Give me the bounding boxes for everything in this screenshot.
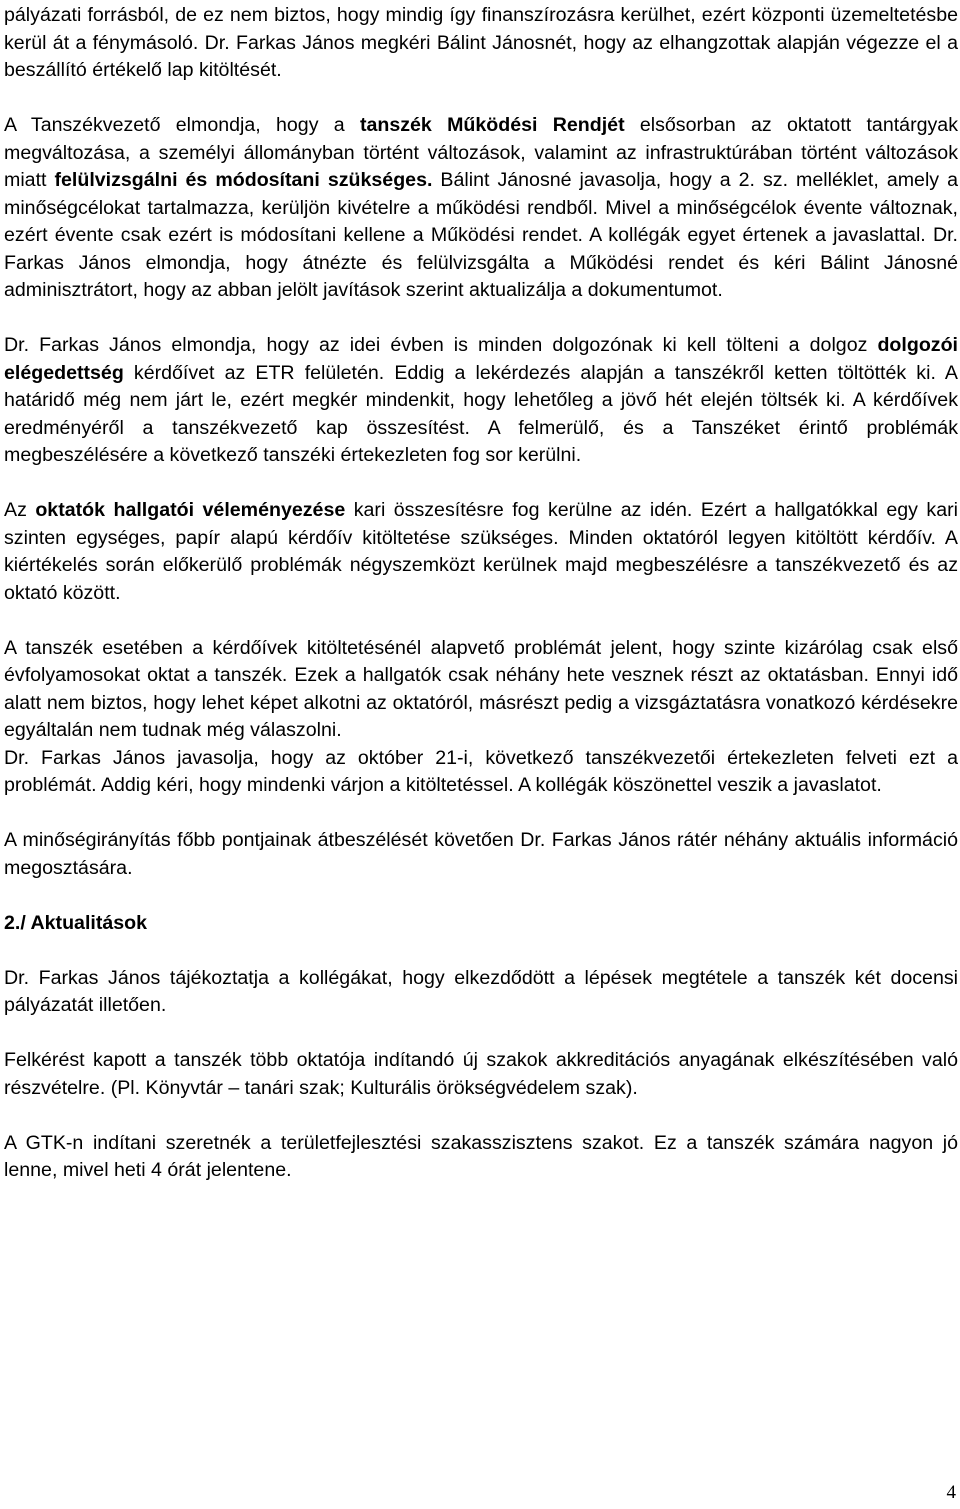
paragraph-gap — [4, 937, 958, 965]
paragraph-gtk-program — [4, 1130, 958, 1185]
paragraph-operating-rules — [4, 112, 958, 305]
paragraph-gap — [4, 882, 958, 910]
paragraph-text: pályázati forrásból, de ez nem biztos, hogy mindig így finanszírozásra kerülhet, ezért központi üzemeltetésbe kerül át a fénymásoló. Dr. Farkas János megkéri Bálint Jánosnét, hogy az elhangzottak alapján végezze el a beszállító értékelő lap kitöltését. — [4, 4, 958, 81]
paragraph-text: kari összesítésre fog kerülne az idén. Ezért a hallgatókkal egy kari szinten egységes, papír alapú kérdőív kitöltetése szükséges. Minden oktatóról legyen kitöltött kérdőív. A kiértékelés során előkerülő problémák négyszemközt kerülnek majd megbeszélésre a tanszékvezető és az oktató között. — [4, 499, 958, 604]
paragraph-text: A tanszék esetében a kérdőívek kitöltetésénél alapvető problémát jelent, hogy szinte kizárólag csak első évfolyamosokat oktat a tanszék. Ezek a hallgatók csak néhány hete vesznek részt az oktatásban. Ennyi idő alatt nem biztos, hogy lehet képet alkotni az oktatóról, másrészt pedig a vizsgáztatásra vonatkozó kérdésekre egyáltalán nem tudnak még válaszolni. — [4, 636, 958, 741]
paragraph-docent-applications — [4, 965, 958, 1020]
paragraph-text: kérdőívet az ETR felületén. Eddig a lekérdezés alapján a tanszékről ketten töltötték ki. A határidő még nem járt le, ezért megkér mindenkit, hogy lehetőleg a jövő hét elején töltsék ki. A kérdőívek eredményéről a tanszékvezető kap összesítést. A felmerülő, és a Tanszéket érintő problémák megbeszélésére a következő tanszéki értekezleten fog sor kerülni. — [4, 361, 958, 466]
paragraph-text: Dr. Farkas János elmondja, hogy az idei évben is minden dolgozónak ki kell tölteni a dolgoz — [4, 334, 878, 356]
paragraph-questionnaire-problem — [4, 635, 958, 745]
paragraph-text: A Tanszékvezető elmondja, hogy a — [4, 114, 360, 136]
paragraph-student-evaluation — [4, 497, 958, 607]
paragraph-text: elsősorban az oktatott tantárgyak megváltozása, a személyi állományban történt változások, valamint az infrastruktúrában történt változások miatt — [4, 114, 958, 191]
paragraph-gap — [4, 1102, 958, 1130]
paragraph-gap — [4, 470, 958, 498]
paragraph-gap — [4, 607, 958, 635]
paragraph-quality-summary — [4, 827, 958, 882]
page-number: 4 — [946, 1482, 956, 1503]
bold-term: tanszék Működési Rendjét — [359, 114, 625, 136]
paragraph-gap — [4, 305, 958, 333]
paragraph-text: Felkérést kapott a tanszék több oktatója indítandó új szakok akkreditációs anyagának elkészítésében való részvételre. (Pl. Könyvtár – tanári szak; Kulturális örökségvédelem szak). — [4, 1049, 958, 1099]
document-page — [4, 2, 958, 1185]
paragraph-gap — [4, 800, 958, 828]
paragraph-accreditation — [4, 1047, 958, 1102]
paragraph-gap — [4, 1020, 958, 1048]
paragraph-text: Dr. Farkas János javasolja, hogy az október 21-i, következő tanszékvezetői értekezleten felveti ezt a problémát. Addig kéri, hogy mindenki várjon a kitöltetéssel. A kollégák köszönettel veszik a javaslatot. — [4, 746, 958, 796]
paragraph-text: Dr. Farkas János tájékoztatja a kollégákat, hogy elkezdődött a lépések megtétele a tanszék két docensi pályázatát illetően. — [4, 966, 958, 1016]
paragraph-employee-satisfaction — [4, 332, 958, 470]
paragraph-text: Bálint Jánosné javasolja, hogy a 2. sz. melléklet, amely a minőségcélokat tartalmazza, kerüljön kivételre a működési rendből. Mivel a minőségcélok évente változnak, ezért évente csak ezért is módosítani kellene a Működési rendet. A kollégák egyet értenek a javaslattal. Dr. Farkas János elmondja, hogy átnézte és felülvizsgálta a Működési rendet és kéri Bálint Jánosné adminisztrátort, hogy az abban jelölt javítások szerint aktualizálja a dokumentumot. — [4, 169, 959, 301]
paragraph-text: A GTK-n indítani szeretnék a területfejlesztési szakasszisztens szakot. Ez a tanszék számára nagyon jó lenne, mivel heti 4 órát jelentene. — [4, 1131, 958, 1181]
section-heading: 2./ Aktualitások — [4, 911, 148, 934]
bold-term: oktatók hallgatói véleményezése — [35, 499, 346, 521]
bold-term: felülvizsgálni és módosítani szükséges. — [54, 169, 433, 191]
paragraph-text: A minőségirányítás főbb pontjainak átbeszélését követően Dr. Farkas János rátér néhány aktuális információ megosztására. — [4, 829, 958, 879]
bold-term: dolgozói elégedettség — [4, 334, 958, 384]
paragraph-proposal — [4, 745, 958, 800]
paragraph-photocopier — [4, 2, 958, 85]
paragraph-text: Az — [4, 499, 36, 521]
paragraph-gap — [4, 85, 958, 113]
